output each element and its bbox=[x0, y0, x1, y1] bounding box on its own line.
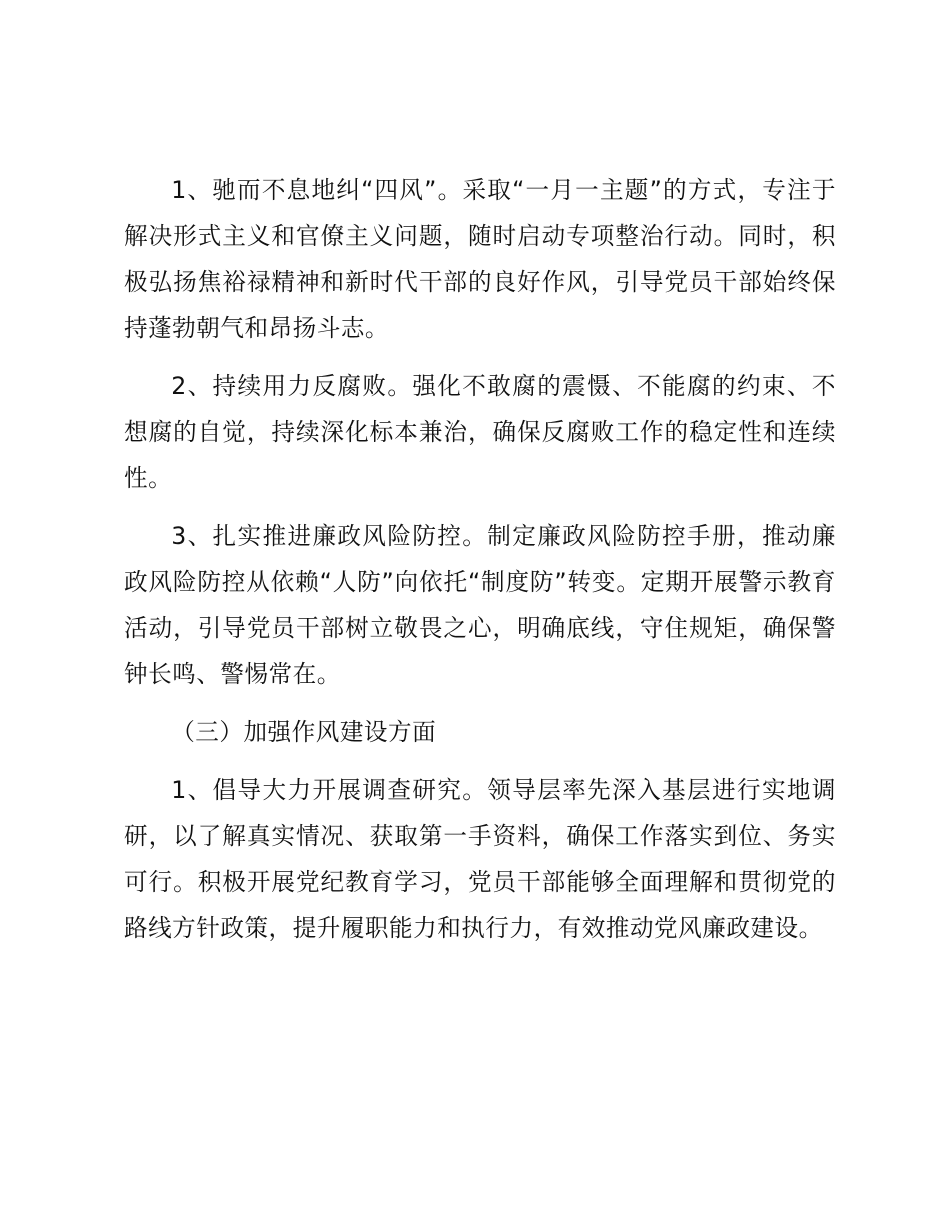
document-body bbox=[124, 167, 836, 963]
section-heading: （三）加强作风建设方面 bbox=[171, 718, 437, 746]
paragraph-four-winds: 1、驰而不息地纠“四风”。采取“一月一主题”的方式，专注于解决形式主义和官僚主义问题，随时启动专项整治行动。同时，积极弘扬焦裕禄精神和新时代干部的良好作风，引导党员干部始终保持蓬勃朝气和昂扬斗志。 bbox=[124, 176, 836, 342]
paragraph-anti-corruption: 2、持续用力反腐败。强化不敢腐的震慑、不能腐的约束、不想腐的自觉，持续深化标本兼治，确保反腐败工作的稳定性和连续性。 bbox=[124, 372, 836, 492]
paragraph-research: 1、倡导大力开展调查研究。领导层率先深入基层进行实地调研，以了解真实情况、获取第一手资料，确保工作落实到位、务实可行。积极开展党纪教育学习，党员干部能够全面理解和贯彻党的路线方针政策，提升履职能力和执行力，有效推动党风廉政建设。 bbox=[124, 776, 836, 942]
paragraph-risk-control: 3、扎实推进廉政风险防控。制定廉政风险防控手册，推动廉政风险防控从依赖“人防”向依托“制度防”转变。定期开展警示教育活动，引导党员干部树立敬畏之心，明确底线，守住规矩，确保警钟长鸣、警惕常在。 bbox=[124, 522, 836, 688]
